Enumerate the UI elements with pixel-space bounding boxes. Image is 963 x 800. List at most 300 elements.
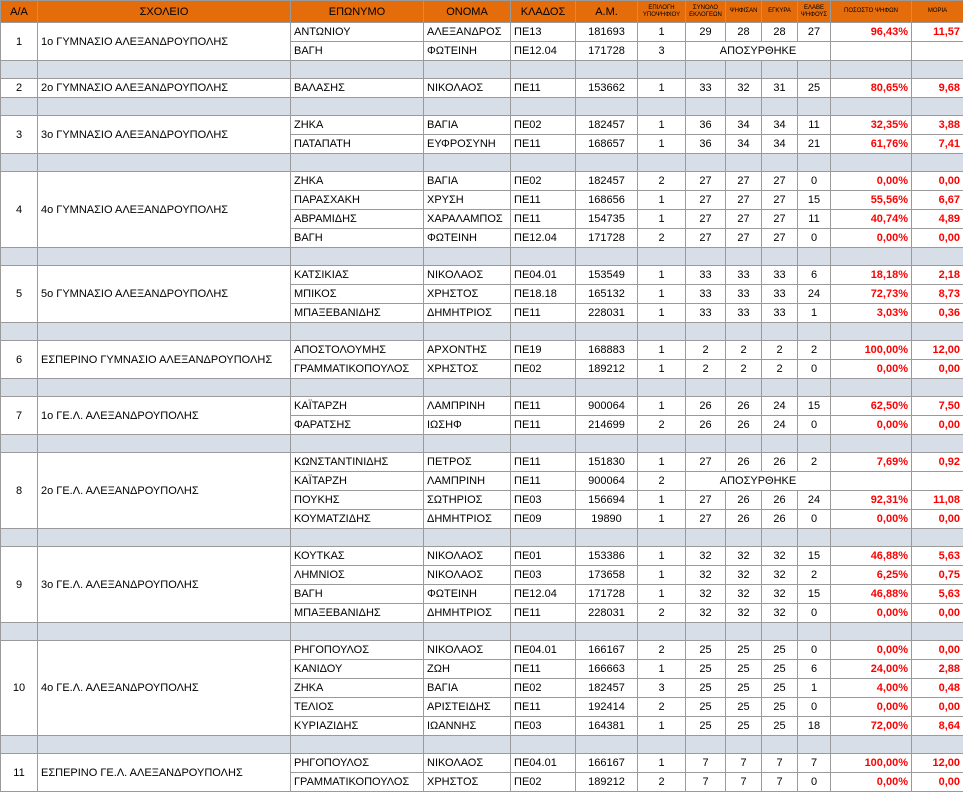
surname-cell[interactable]: ΖΗΚΑ (291, 116, 424, 135)
surname-cell[interactable]: ΒΑΓΗ (291, 42, 424, 61)
separator-cell[interactable] (762, 529, 798, 547)
percent-cell[interactable]: 40,74% (831, 210, 912, 229)
separator-cell[interactable] (424, 736, 511, 754)
klados-cell[interactable]: ΠΕ11 (511, 416, 576, 435)
total-voters-cell[interactable]: 26 (686, 416, 726, 435)
separator-cell[interactable] (831, 379, 912, 397)
am-cell[interactable]: 181693 (576, 23, 638, 42)
school-name[interactable]: 4ο ΓΥΜΝΑΣΙΟ ΑΛΕΞΑΝΔΡΟΥΠΟΛΗΣ (38, 172, 291, 248)
klados-cell[interactable]: ΠΕ11 (511, 191, 576, 210)
choice-cell[interactable]: 1 (638, 135, 686, 154)
separator-cell[interactable] (831, 248, 912, 266)
voted-cell[interactable]: 27 (726, 172, 762, 191)
name-cell[interactable]: ΝΙΚΟΛΑΟΣ (424, 79, 511, 98)
separator-cell[interactable] (291, 435, 424, 453)
school-name[interactable]: 1ο ΓΕ.Λ. ΑΛΕΞΑΝΔΡΟΥΠΟΛΗΣ (38, 397, 291, 435)
separator-cell[interactable] (291, 736, 424, 754)
choice-cell[interactable]: 1 (638, 341, 686, 360)
voted-cell[interactable]: 26 (726, 453, 762, 472)
separator-cell[interactable] (726, 435, 762, 453)
separator-cell[interactable] (38, 435, 291, 453)
separator-cell[interactable] (511, 154, 576, 172)
received-votes-cell[interactable]: 24 (798, 491, 831, 510)
choice-cell[interactable]: 1 (638, 23, 686, 42)
points-cell[interactable]: 2,88 (912, 660, 963, 679)
group-number[interactable]: 6 (1, 341, 38, 379)
group-number[interactable]: 10 (1, 641, 38, 736)
separator-cell[interactable] (686, 529, 726, 547)
separator-cell[interactable] (726, 98, 762, 116)
points-cell[interactable]: 0,92 (912, 453, 963, 472)
surname-cell[interactable]: ΠΑΡΑΣΧΑΚΗ (291, 191, 424, 210)
am-cell[interactable]: 171728 (576, 585, 638, 604)
separator-cell[interactable] (576, 435, 638, 453)
separator-cell[interactable] (762, 98, 798, 116)
choice-cell[interactable]: 2 (638, 641, 686, 660)
valid-cell[interactable]: 26 (762, 453, 798, 472)
name-cell[interactable]: ΒΑΓΙΑ (424, 679, 511, 698)
valid-cell[interactable]: 25 (762, 660, 798, 679)
separator-cell[interactable] (798, 248, 831, 266)
surname-cell[interactable]: ΦΑΡΑΤΣΗΣ (291, 416, 424, 435)
name-cell[interactable]: ΒΑΓΙΑ (424, 172, 511, 191)
klados-cell[interactable]: ΠΕ04.01 (511, 266, 576, 285)
percent-cell[interactable]: 100,00% (831, 754, 912, 773)
separator-cell[interactable] (726, 61, 762, 79)
points-cell[interactable]: 2,18 (912, 266, 963, 285)
valid-cell[interactable]: 33 (762, 266, 798, 285)
name-cell[interactable]: ΝΙΚΟΛΑΟΣ (424, 266, 511, 285)
total-voters-cell[interactable]: 7 (686, 773, 726, 792)
points-cell[interactable]: 12,00 (912, 341, 963, 360)
points-cell[interactable]: 0,00 (912, 641, 963, 660)
valid-cell[interactable]: 27 (762, 229, 798, 248)
points-cell[interactable]: 0,00 (912, 360, 963, 379)
percent-cell[interactable]: 32,35% (831, 116, 912, 135)
am-cell[interactable]: 19890 (576, 510, 638, 529)
name-cell[interactable]: ΧΡΗΣΤΟΣ (424, 285, 511, 304)
valid-cell[interactable]: 27 (762, 172, 798, 191)
klados-cell[interactable]: ΠΕ11 (511, 304, 576, 323)
separator-cell[interactable] (638, 623, 686, 641)
separator-cell[interactable] (831, 61, 912, 79)
separator-cell[interactable] (576, 623, 638, 641)
points-cell[interactable]: 4,89 (912, 210, 963, 229)
points-cell[interactable]: 11,57 (912, 23, 963, 42)
received-votes-cell[interactable]: 0 (798, 172, 831, 191)
separator-cell[interactable] (912, 435, 963, 453)
name-cell[interactable]: ΔΗΜΗΤΡΙΟΣ (424, 604, 511, 623)
header-voted[interactable]: ΨΗΦΙΣΑΝ (726, 1, 762, 23)
total-voters-cell[interactable]: 33 (686, 266, 726, 285)
am-cell[interactable]: 166663 (576, 660, 638, 679)
separator-cell[interactable] (798, 435, 831, 453)
voted-cell[interactable]: 32 (726, 566, 762, 585)
choice-cell[interactable]: 1 (638, 397, 686, 416)
separator-cell[interactable] (1, 529, 38, 547)
valid-cell[interactable]: 24 (762, 397, 798, 416)
separator-cell[interactable] (726, 154, 762, 172)
separator-cell[interactable] (686, 323, 726, 341)
name-cell[interactable]: ΝΙΚΟΛΑΟΣ (424, 566, 511, 585)
school-name[interactable]: ΕΣΠΕΡΙΝΟ ΓΥΜΝΑΣΙΟ ΑΛΕΞΑΝΔΡΟΥΠΟΛΗΣ (38, 341, 291, 379)
separator-cell[interactable] (576, 61, 638, 79)
klados-cell[interactable]: ΠΕ11 (511, 604, 576, 623)
choice-cell[interactable]: 1 (638, 566, 686, 585)
am-cell[interactable]: 228031 (576, 604, 638, 623)
separator-cell[interactable] (38, 323, 291, 341)
total-voters-cell[interactable]: 36 (686, 135, 726, 154)
separator-cell[interactable] (686, 736, 726, 754)
separator-cell[interactable] (38, 529, 291, 547)
withdrawn-cell[interactable]: ΑΠΟΣΥΡΘΗΚΕ (686, 472, 831, 491)
separator-cell[interactable] (726, 623, 762, 641)
surname-cell[interactable]: ΛΗΜΝΙΟΣ (291, 566, 424, 585)
choice-cell[interactable]: 3 (638, 42, 686, 61)
valid-cell[interactable]: 31 (762, 79, 798, 98)
header-received[interactable]: ΕΛΑΒΕ ΨΗΦΟΥΣ (798, 1, 831, 23)
voted-cell[interactable]: 32 (726, 585, 762, 604)
name-cell[interactable]: ΦΩΤΕΙΝΗ (424, 229, 511, 248)
choice-cell[interactable]: 1 (638, 660, 686, 679)
separator-cell[interactable] (1, 323, 38, 341)
separator-cell[interactable] (424, 248, 511, 266)
voted-cell[interactable]: 32 (726, 604, 762, 623)
voted-cell[interactable]: 33 (726, 304, 762, 323)
voted-cell[interactable]: 27 (726, 229, 762, 248)
school-name[interactable]: 2ο ΓΕ.Λ. ΑΛΕΞΑΝΔΡΟΥΠΟΛΗΣ (38, 453, 291, 529)
separator-cell[interactable] (831, 323, 912, 341)
separator-cell[interactable] (798, 379, 831, 397)
voted-cell[interactable]: 25 (726, 717, 762, 736)
valid-cell[interactable]: 32 (762, 585, 798, 604)
am-cell[interactable]: 168883 (576, 341, 638, 360)
points-cell[interactable]: 0,00 (912, 416, 963, 435)
received-votes-cell[interactable]: 27 (798, 23, 831, 42)
separator-cell[interactable] (762, 154, 798, 172)
valid-cell[interactable]: 33 (762, 304, 798, 323)
valid-cell[interactable]: 7 (762, 773, 798, 792)
percent-cell[interactable] (831, 472, 912, 491)
name-cell[interactable]: ΙΩΣΗΦ (424, 416, 511, 435)
header-klados[interactable]: ΚΛΑΔΟΣ (511, 1, 576, 23)
points-cell[interactable]: 6,67 (912, 191, 963, 210)
voted-cell[interactable]: 32 (726, 547, 762, 566)
percent-cell[interactable]: 80,65% (831, 79, 912, 98)
separator-cell[interactable] (638, 435, 686, 453)
klados-cell[interactable]: ΠΕ04.01 (511, 641, 576, 660)
klados-cell[interactable]: ΠΕ04.01 (511, 754, 576, 773)
surname-cell[interactable]: ΖΗΚΑ (291, 679, 424, 698)
choice-cell[interactable]: 1 (638, 210, 686, 229)
surname-cell[interactable]: ΒΑΛΑΣΗΣ (291, 79, 424, 98)
separator-cell[interactable] (798, 154, 831, 172)
name-cell[interactable]: ΠΕΤΡΟΣ (424, 453, 511, 472)
separator-cell[interactable] (291, 98, 424, 116)
received-votes-cell[interactable]: 1 (798, 304, 831, 323)
choice-cell[interactable]: 3 (638, 679, 686, 698)
valid-cell[interactable]: 26 (762, 510, 798, 529)
separator-cell[interactable] (762, 736, 798, 754)
voted-cell[interactable]: 25 (726, 660, 762, 679)
name-cell[interactable]: ΑΡΧΟΝΤΗΣ (424, 341, 511, 360)
surname-cell[interactable]: ΠΑΤΑΠΑΤΗ (291, 135, 424, 154)
received-votes-cell[interactable]: 15 (798, 191, 831, 210)
klados-cell[interactable]: ΠΕ11 (511, 472, 576, 491)
surname-cell[interactable]: ΓΡΑΜΜΑΤΙΚΟΠΟΥΛΟΣ (291, 360, 424, 379)
klados-cell[interactable]: ΠΕ11 (511, 698, 576, 717)
surname-cell[interactable]: ΜΠΙΚΟΣ (291, 285, 424, 304)
klados-cell[interactable]: ΠΕ12.04 (511, 585, 576, 604)
choice-cell[interactable]: 1 (638, 453, 686, 472)
percent-cell[interactable]: 0,00% (831, 172, 912, 191)
points-cell[interactable]: 0,00 (912, 604, 963, 623)
received-votes-cell[interactable]: 0 (798, 510, 831, 529)
surname-cell[interactable]: ΚΑΝΙΔΟΥ (291, 660, 424, 679)
am-cell[interactable]: 151830 (576, 453, 638, 472)
received-votes-cell[interactable]: 6 (798, 266, 831, 285)
total-voters-cell[interactable]: 2 (686, 360, 726, 379)
choice-cell[interactable]: 2 (638, 229, 686, 248)
group-number[interactable]: 3 (1, 116, 38, 154)
separator-cell[interactable] (511, 248, 576, 266)
separator-cell[interactable] (291, 529, 424, 547)
group-number[interactable]: 9 (1, 547, 38, 623)
separator-cell[interactable] (798, 323, 831, 341)
separator-cell[interactable] (912, 529, 963, 547)
surname-cell[interactable]: ΡΗΓΟΠΟΥΛΟΣ (291, 641, 424, 660)
surname-cell[interactable]: ΑΝΤΩΝΙΟΥ (291, 23, 424, 42)
school-name[interactable]: 5ο ΓΥΜΝΑΣΙΟ ΑΛΕΞΑΝΔΡΟΥΠΟΛΗΣ (38, 266, 291, 323)
klados-cell[interactable]: ΠΕ02 (511, 679, 576, 698)
klados-cell[interactable]: ΠΕ02 (511, 360, 576, 379)
am-cell[interactable]: 168657 (576, 135, 638, 154)
am-cell[interactable]: 189212 (576, 773, 638, 792)
percent-cell[interactable]: 0,00% (831, 604, 912, 623)
separator-cell[interactable] (638, 154, 686, 172)
points-cell[interactable]: 7,50 (912, 397, 963, 416)
am-cell[interactable]: 153549 (576, 266, 638, 285)
voted-cell[interactable]: 25 (726, 698, 762, 717)
klados-cell[interactable]: ΠΕ11 (511, 397, 576, 416)
klados-cell[interactable]: ΠΕ11 (511, 453, 576, 472)
separator-cell[interactable] (38, 379, 291, 397)
separator-cell[interactable] (511, 623, 576, 641)
percent-cell[interactable]: 61,76% (831, 135, 912, 154)
points-cell[interactable]: 0,75 (912, 566, 963, 585)
am-cell[interactable]: 166167 (576, 754, 638, 773)
klados-cell[interactable]: ΠΕ12.04 (511, 229, 576, 248)
separator-cell[interactable] (1, 736, 38, 754)
choice-cell[interactable]: 1 (638, 547, 686, 566)
choice-cell[interactable]: 1 (638, 266, 686, 285)
choice-cell[interactable]: 1 (638, 360, 686, 379)
group-number[interactable]: 4 (1, 172, 38, 248)
valid-cell[interactable]: 32 (762, 566, 798, 585)
am-cell[interactable]: 164381 (576, 717, 638, 736)
klados-cell[interactable]: ΠΕ03 (511, 491, 576, 510)
klados-cell[interactable]: ΠΕ01 (511, 547, 576, 566)
name-cell[interactable]: ΛΑΜΠΡΙΝΗ (424, 472, 511, 491)
voted-cell[interactable]: 27 (726, 191, 762, 210)
separator-cell[interactable] (831, 736, 912, 754)
separator-cell[interactable] (424, 61, 511, 79)
total-voters-cell[interactable]: 27 (686, 453, 726, 472)
points-cell[interactable] (912, 472, 963, 491)
valid-cell[interactable]: 25 (762, 717, 798, 736)
am-cell[interactable]: 214699 (576, 416, 638, 435)
percent-cell[interactable]: 6,25% (831, 566, 912, 585)
voted-cell[interactable]: 26 (726, 416, 762, 435)
points-cell[interactable]: 7,41 (912, 135, 963, 154)
surname-cell[interactable]: ΖΗΚΑ (291, 172, 424, 191)
surname-cell[interactable]: ΚΟΥΤΚΑΣ (291, 547, 424, 566)
name-cell[interactable]: ΧΡΗΣΤΟΣ (424, 360, 511, 379)
choice-cell[interactable]: 1 (638, 304, 686, 323)
voted-cell[interactable]: 34 (726, 135, 762, 154)
group-number[interactable]: 8 (1, 453, 38, 529)
received-votes-cell[interactable]: 15 (798, 397, 831, 416)
separator-cell[interactable] (912, 379, 963, 397)
separator-cell[interactable] (912, 623, 963, 641)
separator-cell[interactable] (424, 623, 511, 641)
valid-cell[interactable]: 34 (762, 135, 798, 154)
received-votes-cell[interactable]: 25 (798, 79, 831, 98)
separator-cell[interactable] (762, 323, 798, 341)
separator-cell[interactable] (686, 98, 726, 116)
separator-cell[interactable] (576, 529, 638, 547)
points-cell[interactable]: 3,88 (912, 116, 963, 135)
valid-cell[interactable]: 2 (762, 341, 798, 360)
choice-cell[interactable]: 1 (638, 717, 686, 736)
am-cell[interactable]: 900064 (576, 472, 638, 491)
separator-cell[interactable] (638, 61, 686, 79)
total-voters-cell[interactable]: 33 (686, 285, 726, 304)
choice-cell[interactable]: 1 (638, 79, 686, 98)
voted-cell[interactable]: 33 (726, 285, 762, 304)
header-total[interactable]: ΣΥΝΟΛΟ ΕΚΛΟΓΕΩΝ (686, 1, 726, 23)
points-cell[interactable]: 8,64 (912, 717, 963, 736)
voted-cell[interactable]: 26 (726, 510, 762, 529)
separator-cell[interactable] (38, 623, 291, 641)
points-cell[interactable]: 0,00 (912, 773, 963, 792)
header-choice[interactable]: ΕΠΙΛΟΓΗ ΥΠΟΨΗΦΙΟΥ (638, 1, 686, 23)
am-cell[interactable]: 171728 (576, 42, 638, 61)
surname-cell[interactable]: ΒΑΓΗ (291, 585, 424, 604)
points-cell[interactable]: 12,00 (912, 754, 963, 773)
separator-cell[interactable] (726, 323, 762, 341)
percent-cell[interactable]: 3,03% (831, 304, 912, 323)
separator-cell[interactable] (291, 379, 424, 397)
total-voters-cell[interactable]: 7 (686, 754, 726, 773)
separator-cell[interactable] (638, 248, 686, 266)
voted-cell[interactable]: 25 (726, 641, 762, 660)
name-cell[interactable]: ΛΑΜΠΡΙΝΗ (424, 397, 511, 416)
separator-cell[interactable] (1, 623, 38, 641)
school-name[interactable]: 3ο ΓΥΜΝΑΣΙΟ ΑΛΕΞΑΝΔΡΟΥΠΟΛΗΣ (38, 116, 291, 154)
klados-cell[interactable]: ΠΕ13 (511, 23, 576, 42)
points-cell[interactable]: 9,68 (912, 79, 963, 98)
surname-cell[interactable]: ΚΑΪΤΑΡΖΗ (291, 397, 424, 416)
total-voters-cell[interactable]: 27 (686, 510, 726, 529)
separator-cell[interactable] (912, 736, 963, 754)
separator-cell[interactable] (1, 248, 38, 266)
received-votes-cell[interactable]: 18 (798, 717, 831, 736)
surname-cell[interactable]: ΡΗΓΟΠΟΥΛΟΣ (291, 754, 424, 773)
klados-cell[interactable]: ΠΕ02 (511, 172, 576, 191)
valid-cell[interactable]: 32 (762, 604, 798, 623)
header-am[interactable]: Α.Μ. (576, 1, 638, 23)
voted-cell[interactable]: 7 (726, 754, 762, 773)
separator-cell[interactable] (912, 323, 963, 341)
valid-cell[interactable]: 7 (762, 754, 798, 773)
surname-cell[interactable]: ΓΡΑΜΜΑΤΙΚΟΠΟΥΛΟΣ (291, 773, 424, 792)
separator-cell[interactable] (424, 379, 511, 397)
surname-cell[interactable]: ΑΒΡΑΜΙΔΗΣ (291, 210, 424, 229)
am-cell[interactable]: 153662 (576, 79, 638, 98)
points-cell[interactable]: 0,00 (912, 229, 963, 248)
total-voters-cell[interactable]: 25 (686, 679, 726, 698)
choice-cell[interactable]: 2 (638, 773, 686, 792)
percent-cell[interactable]: 100,00% (831, 341, 912, 360)
received-votes-cell[interactable]: 0 (798, 641, 831, 660)
received-votes-cell[interactable]: 7 (798, 754, 831, 773)
klados-cell[interactable]: ΠΕ18.18 (511, 285, 576, 304)
separator-cell[interactable] (912, 248, 963, 266)
received-votes-cell[interactable]: 0 (798, 773, 831, 792)
percent-cell[interactable]: 46,88% (831, 585, 912, 604)
klados-cell[interactable]: ΠΕ19 (511, 341, 576, 360)
percent-cell[interactable]: 0,00% (831, 360, 912, 379)
separator-cell[interactable] (1, 435, 38, 453)
klados-cell[interactable]: ΠΕ11 (511, 660, 576, 679)
voted-cell[interactable]: 26 (726, 491, 762, 510)
klados-cell[interactable]: ΠΕ11 (511, 79, 576, 98)
separator-cell[interactable] (912, 61, 963, 79)
surname-cell[interactable]: ΤΕΛΙΟΣ (291, 698, 424, 717)
separator-cell[interactable] (424, 323, 511, 341)
points-cell[interactable]: 0,00 (912, 698, 963, 717)
total-voters-cell[interactable]: 29 (686, 23, 726, 42)
points-cell[interactable]: 0,00 (912, 510, 963, 529)
name-cell[interactable]: ΑΡΙΣΤΕΙΔΗΣ (424, 698, 511, 717)
separator-cell[interactable] (511, 435, 576, 453)
separator-cell[interactable] (726, 379, 762, 397)
voted-cell[interactable]: 32 (726, 79, 762, 98)
name-cell[interactable]: ΙΩΑΝΝΗΣ (424, 717, 511, 736)
points-cell[interactable]: 5,63 (912, 547, 963, 566)
header-points[interactable]: ΜΟΡΙΑ (912, 1, 963, 23)
points-cell[interactable]: 11,08 (912, 491, 963, 510)
percent-cell[interactable]: 92,31% (831, 491, 912, 510)
surname-cell[interactable]: ΑΠΟΣΤΟΛΟΥΜΗΣ (291, 341, 424, 360)
separator-cell[interactable] (726, 248, 762, 266)
separator-cell[interactable] (511, 61, 576, 79)
separator-cell[interactable] (576, 379, 638, 397)
am-cell[interactable]: 156694 (576, 491, 638, 510)
name-cell[interactable]: ΖΩΗ (424, 660, 511, 679)
voted-cell[interactable]: 2 (726, 360, 762, 379)
total-voters-cell[interactable]: 27 (686, 491, 726, 510)
separator-cell[interactable] (798, 61, 831, 79)
total-voters-cell[interactable]: 2 (686, 341, 726, 360)
received-votes-cell[interactable]: 21 (798, 135, 831, 154)
separator-cell[interactable] (1, 61, 38, 79)
surname-cell[interactable]: ΚΟΥΜΑΤΖΙΔΗΣ (291, 510, 424, 529)
points-cell[interactable]: 8,73 (912, 285, 963, 304)
valid-cell[interactable]: 27 (762, 210, 798, 229)
surname-cell[interactable]: ΠΟΥΚΗΣ (291, 491, 424, 510)
